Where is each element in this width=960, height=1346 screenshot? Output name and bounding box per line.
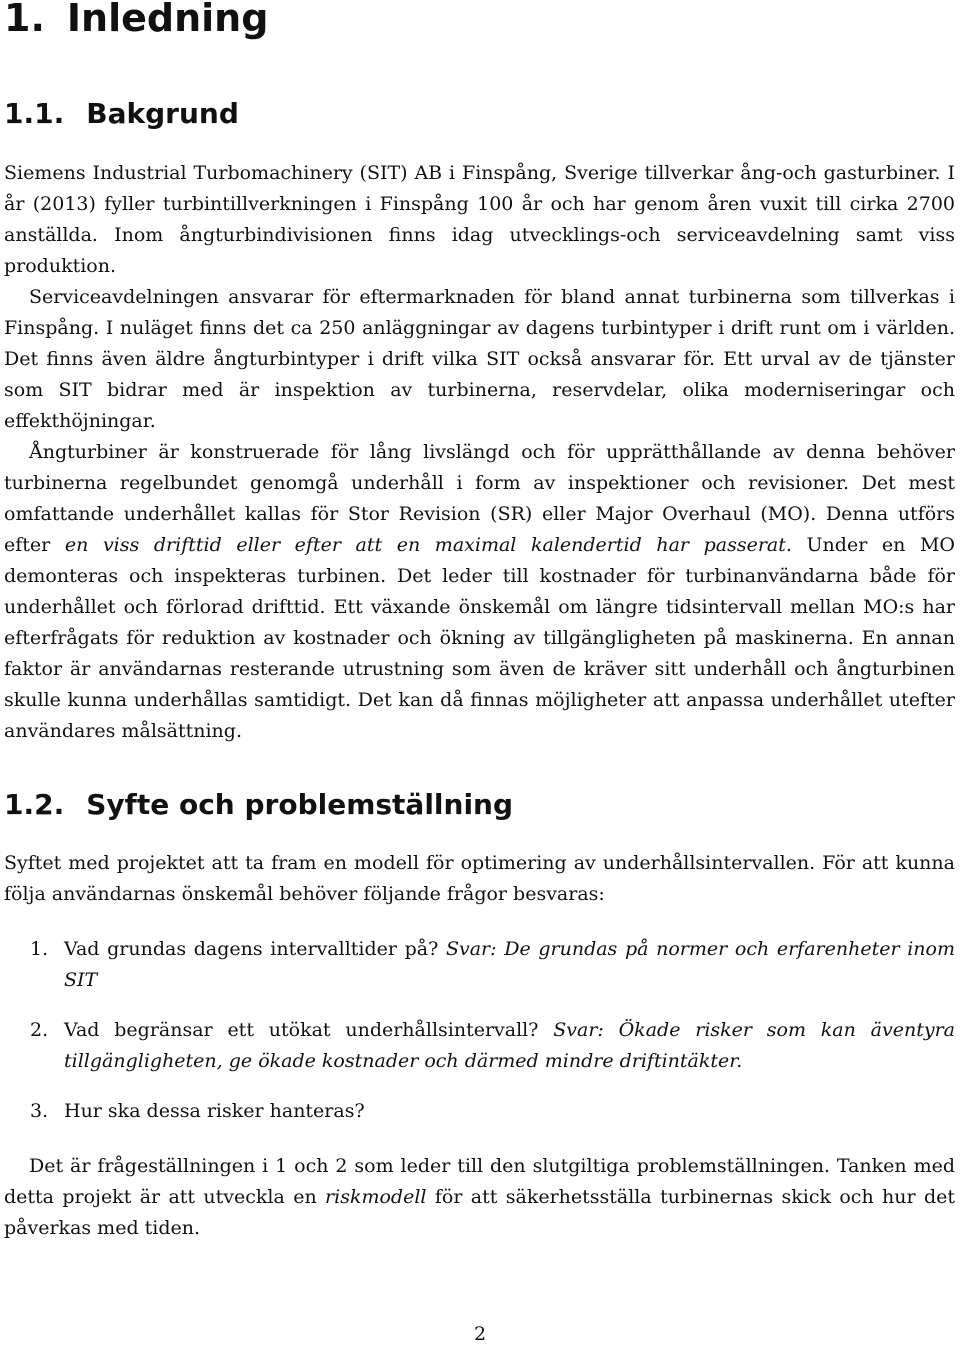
section-title: Bakgrund xyxy=(86,97,239,130)
paragraph-bakgrund-3 xyxy=(4,437,955,747)
paragraph-syfte-2 xyxy=(4,1151,955,1244)
list-item xyxy=(30,1015,955,1077)
chapter-number: 1. xyxy=(4,0,45,40)
list-item xyxy=(30,1096,955,1127)
section-heading-bakgrund xyxy=(4,94,239,134)
list-answer: Svar: De grundas på normer och erfarenheter inom SIT xyxy=(64,938,955,991)
italic-phrase: en viss drifttid eller efter att en maximal kalendertid har passerat xyxy=(64,534,786,556)
paragraph-syfte-1: Syftet med projektet att ta fram en modell för optimering av underhållsintervallen. För att kunna följa användarnas önskemål behöver följande frågor besvaras: xyxy=(4,852,955,905)
paragraph-text: Det är frågeställningen i 1 och 2 som leder till den slutgiltiga problemställningen. Tanken med detta projekt är att utveckla en xyxy=(4,1155,955,1208)
chapter-title: Inledning xyxy=(66,0,269,40)
list-marker: 2. xyxy=(30,1019,49,1041)
section-number: 1.2. xyxy=(4,788,65,821)
question-list xyxy=(30,934,955,1146)
list-question: Vad grundas dagens intervalltider på? xyxy=(64,938,446,960)
section-title: Syfte och problemställning xyxy=(86,788,514,821)
italic-term: riskmodell xyxy=(325,1186,427,1208)
list-question: Vad begränsar ett utökat underhållsintervall? xyxy=(64,1019,554,1041)
paragraph-text: för att säkerhetsställa turbinernas skick och hur det påverkas med tiden. xyxy=(4,1186,956,1239)
list-marker: 1. xyxy=(30,938,49,960)
page-number: 2 xyxy=(473,1323,487,1345)
paragraph-text: . Under en MO demonteras och inspekteras turbinen. Det leder till kostnader för turbinanvändarna både för underhållet och förlorad drifttid. Ett växande önskemål om längre tidsintervall mellan MO:s har efterfrågats för reduktion av kostnader och ökning av tillgängligheten på maskinerna. En annan faktor är användarnas resterande utrustning som även de kräver sitt underhåll och ångturbinen skulle kunna underhållas samtidigt. Det kan då finnas möjligheter att anpassa underhållet utefter användares målsättning. xyxy=(4,534,956,742)
paragraph-bakgrund-1: Siemens Industrial Turbomachinery (SIT) AB i Finspång, Sverige tillverkar ång-och gasturbiner. I år (2013) fyller turbintillverkningen i Finspång 100 år och har genom åren vuxit till cirka 2700 anställda. Inom ångturbindivisionen finns idag utvecklings-och serviceavdelning samt viss produktion. xyxy=(4,162,955,277)
list-item xyxy=(30,934,955,996)
section-number: 1.1. xyxy=(4,97,65,130)
list-marker: 3. xyxy=(30,1100,49,1122)
paragraph-bakgrund-2: Serviceavdelningen ansvarar för eftermarknaden för bland annat turbinerna som tillverkas i Finspång. I nuläget finns det ca 250 anläggningar av dagens turbintyper i drift runt om i världen. Det finns även äldre ångturbintyper i drift vilka SIT också ansvarar för. Ett urval av de tjänster som SIT bidrar med är inspektion av turbinerna, reservdelar, olika moderniseringar och effekthöjningar. xyxy=(4,286,955,432)
list-answer: Svar: Ökade risker som kan äventyra tillgängligheten, ge ökade kostnader och därmed mindre driftintäkter. xyxy=(64,1019,955,1072)
chapter-heading xyxy=(4,0,268,44)
paragraph-text: Ångturbiner är konstruerade för lång livslängd och för upprätthållande av denna behöver turbinerna regelbundet genomgå underhåll i form av inspektioner och revisioner. Det mest omfattande underhållet kallas för Stor Revision (SR) eller Major Overhaul (MO). Denna utförs efter xyxy=(4,441,955,556)
list-question: Hur ska dessa risker hanteras? xyxy=(64,1100,365,1122)
section-heading-syfte xyxy=(4,785,513,825)
